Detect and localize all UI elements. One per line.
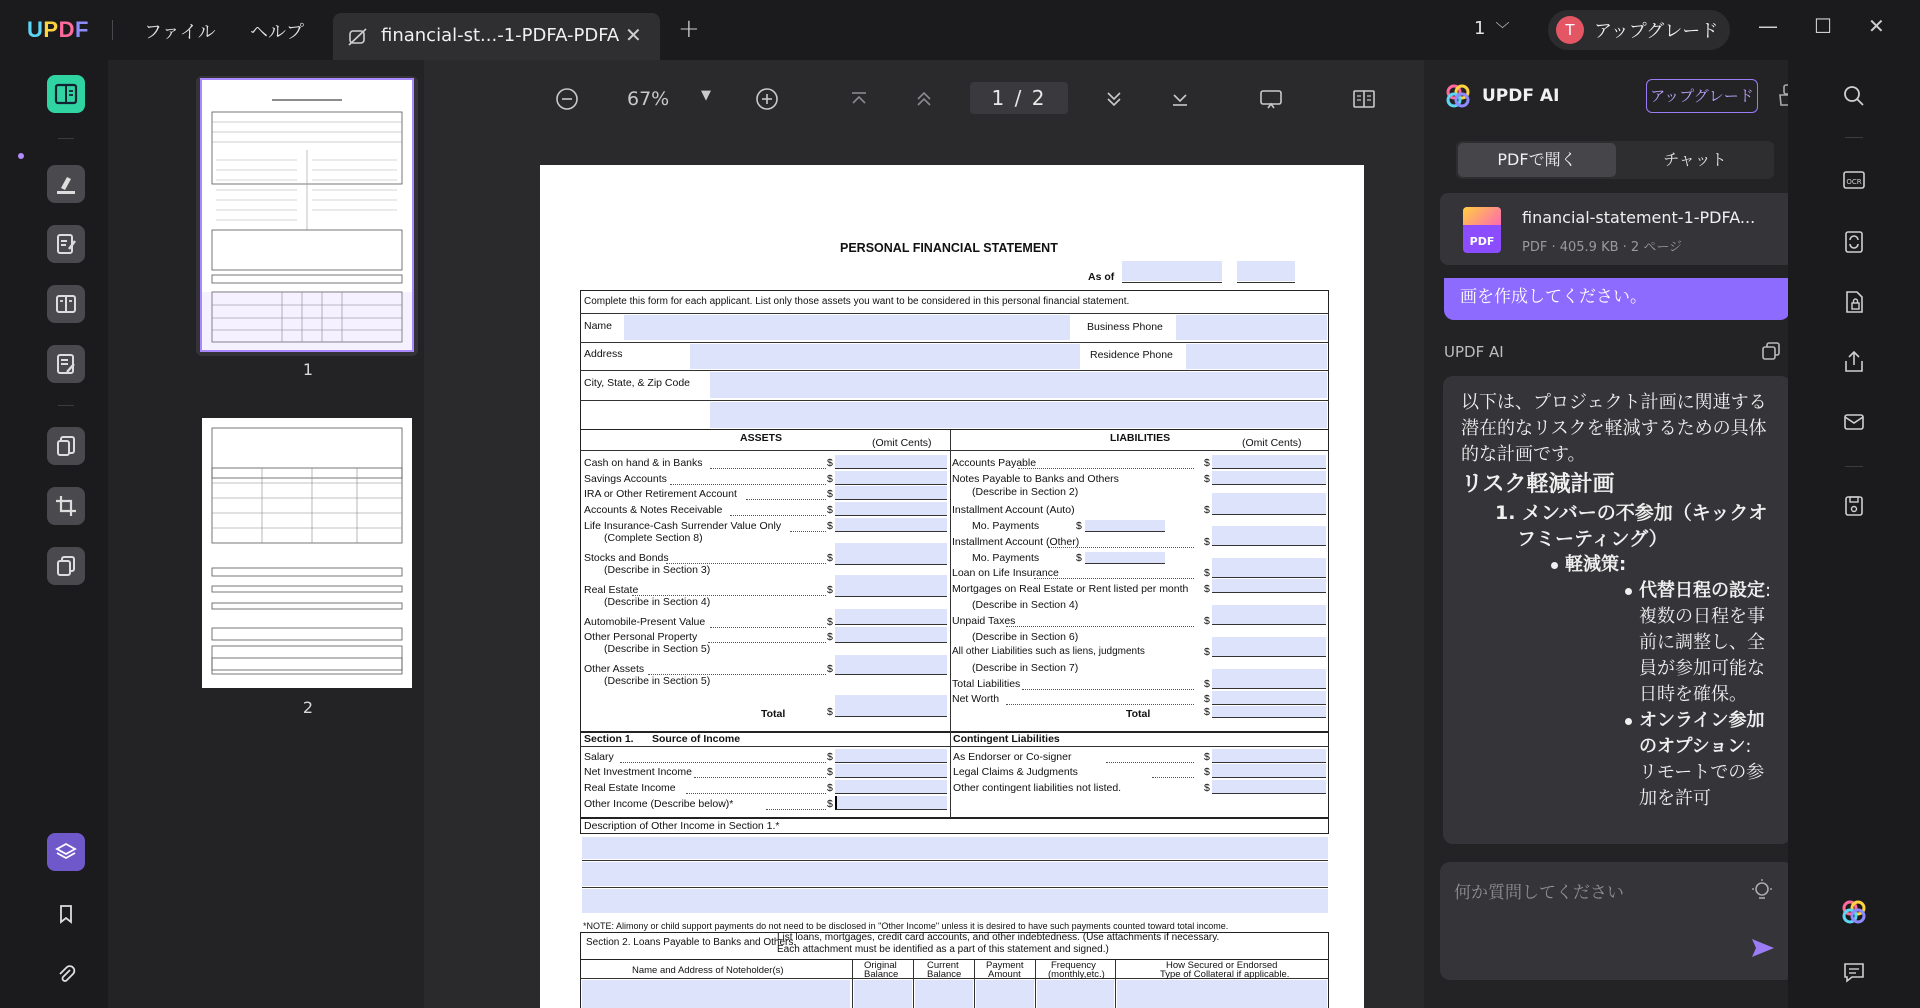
page-1-preview: [202, 80, 412, 350]
income-label: Other Income (Describe below)*: [584, 798, 734, 810]
section-2-label: Section 2. Loans Payable to Banks and Others.: [586, 937, 797, 948]
liability-sublabel: (Describe in Section 2): [972, 486, 1079, 498]
instructions: Complete this form for each applicant. List only those assets you want to be considered in this personal financial statement.: [584, 296, 1130, 307]
dollar-sign: $: [1204, 457, 1210, 469]
answer-intro: 以下は、プロジェクト計画に関連する潜在的なリスクを軽減するための具体的な計画です。: [1461, 392, 1767, 465]
last-page-icon[interactable]: [1169, 88, 1191, 115]
divider: [1845, 137, 1863, 138]
other-income-field[interactable]: [835, 796, 947, 810]
divider: [112, 20, 113, 40]
page-layout-icon[interactable]: [1351, 86, 1377, 117]
right-toolbar: [1788, 60, 1920, 1008]
dollar-sign: $: [1204, 706, 1210, 718]
ai-response-bubble: [1443, 376, 1791, 844]
investment-income-field[interactable]: [835, 764, 947, 778]
divider: [58, 405, 74, 406]
as-of-date-field[interactable]: [1122, 261, 1222, 281]
document-tab-icon: [347, 26, 369, 48]
payment-amount-field[interactable]: [976, 980, 1034, 1008]
income-label: Real Estate Income: [584, 782, 676, 794]
rule: [580, 370, 1329, 371]
rule: [582, 860, 1328, 861]
asset-label: Other Assets: [584, 663, 645, 675]
real-estate-income-field[interactable]: [835, 780, 947, 794]
column-divider: [852, 960, 853, 1008]
thumbnail-page-2[interactable]: [202, 418, 412, 688]
description-field-3[interactable]: [582, 889, 1328, 913]
zoom-out-icon[interactable]: [554, 86, 580, 117]
svg-text:OCR: OCR: [1846, 178, 1862, 186]
bullet-2-title: オンライン参加のオプション: [1639, 710, 1765, 757]
leader: [710, 468, 826, 469]
installment-auto-field[interactable]: [1212, 493, 1326, 515]
document-tab-title: financial-st...-1-PDFA-PDFA: [381, 25, 620, 46]
dollar-sign: $: [827, 751, 833, 763]
updf-logo: UPDF: [27, 17, 89, 42]
leader: [670, 484, 826, 485]
section-1-label: Section 1.: [584, 733, 634, 745]
other-liabilities-field[interactable]: [1212, 637, 1326, 657]
liability-sublabel: (Describe in Section 4): [972, 599, 1079, 611]
column-header: Payment: [986, 960, 1024, 971]
copy-icon[interactable]: [1760, 340, 1782, 362]
column-header: Type of Collateral if applicable.: [1160, 969, 1290, 980]
business-phone-label: Business Phone: [1087, 321, 1163, 333]
address-field[interactable]: [690, 344, 1080, 369]
dollar-sign: $: [1204, 583, 1210, 595]
liability-label: Mortgages on Real Estate or Rent listed per month: [952, 583, 1189, 595]
salary-field[interactable]: [835, 749, 947, 763]
close-tab-icon[interactable]: ✕: [625, 23, 642, 47]
liability-label: Unpaid Taxes: [952, 615, 1016, 627]
liability-sublabel: Mo. Payments: [972, 520, 1040, 532]
ai-response-label: UPDF AI: [1444, 343, 1504, 361]
bullet: [1625, 588, 1632, 595]
answer-bullet-2: [1461, 708, 1773, 812]
liability-label: Installment Account (Auto): [952, 504, 1075, 516]
assets-header: ASSETS: [740, 432, 783, 444]
receivable-field[interactable]: [835, 502, 947, 516]
answer-item-1: 1. メンバーの不参加（キックオフミーティング）: [1495, 502, 1768, 550]
dollar-sign: $: [1204, 536, 1210, 548]
file-meta: PDF · 405.9 KB · 2 ページ: [1522, 240, 1683, 255]
cash-field[interactable]: [835, 455, 947, 469]
savings-field[interactable]: [835, 471, 947, 485]
auto-payments-field[interactable]: [1085, 520, 1165, 532]
maximize-icon[interactable]: ☐: [1814, 14, 1832, 38]
bookmark-icon[interactable]: [47, 895, 85, 933]
attachment-icon[interactable]: [47, 955, 85, 993]
leader: [1006, 704, 1194, 705]
asset-label: IRA or Other Retirement Account: [584, 488, 737, 500]
comments-icon[interactable]: [1838, 956, 1870, 988]
column-divider: [1115, 960, 1116, 1008]
share-icon[interactable]: [1838, 346, 1870, 378]
form-title: PERSONAL FINANCIAL STATEMENT: [840, 241, 1058, 255]
section-2-desc: List loans, mortgages, credit card accounts, and other indebtedness. (Use attachments if necessary.: [777, 932, 1220, 943]
updf-ai-logo-icon: [1444, 82, 1472, 110]
real-estate-field[interactable]: [835, 575, 947, 597]
description-field-2[interactable]: [582, 862, 1328, 886]
stocks-field[interactable]: [835, 543, 947, 565]
original-balance-field[interactable]: [854, 980, 912, 1008]
residence-phone-label: Residence Phone: [1090, 349, 1173, 361]
next-page-icon[interactable]: [1103, 88, 1125, 115]
leader: [1006, 626, 1194, 627]
asset-label: Savings Accounts: [584, 473, 667, 485]
dollar-sign: $: [1204, 646, 1210, 658]
income-label: Net Investment Income: [584, 766, 692, 778]
divider: [1845, 466, 1863, 467]
source-income-label: Source of Income: [652, 733, 741, 745]
dollar-sign: $: [1204, 567, 1210, 579]
new-tab-icon[interactable]: +: [678, 14, 700, 44]
lightbulb-icon[interactable]: [1750, 878, 1774, 904]
updf-ai-toggle-icon[interactable]: [1838, 896, 1870, 928]
underline: [1122, 282, 1222, 283]
asset-label: Life Insurance-Cash Surrender Value Only: [584, 520, 782, 532]
answer-item-1-sub: [1461, 552, 1773, 578]
as-of-year-field[interactable]: [1237, 261, 1295, 281]
income-label: Salary: [584, 751, 614, 763]
pdf-file-icon: [1463, 207, 1501, 253]
asset-sublabel: (Describe in Section 5): [604, 643, 711, 655]
rule: [580, 400, 1329, 401]
automobile-field[interactable]: [835, 609, 947, 625]
close-window-icon[interactable]: ✕: [1868, 14, 1885, 38]
dollar-sign: $: [1204, 782, 1210, 794]
asset-sublabel: (Describe in Section 3): [604, 564, 711, 576]
omit-cents-assets: (Omit Cents): [872, 437, 932, 449]
rule: [580, 342, 1329, 343]
dollar-sign: $: [827, 766, 833, 778]
answer-heading: リスク軽減計画: [1461, 472, 1615, 497]
leader: [1034, 578, 1194, 579]
ai-panel-title: UPDF AI: [1482, 86, 1560, 106]
bullet-1-title: 代替日程の設定: [1639, 580, 1765, 601]
liability-label: Accounts Payable: [952, 457, 1037, 469]
liability-sublabel: (Describe in Section 7): [972, 662, 1079, 674]
city-field[interactable]: [710, 372, 1327, 398]
dollar-sign: $: [827, 552, 833, 564]
leader: [766, 809, 826, 810]
liability-label: Loan on Life Insurance: [952, 567, 1059, 579]
reader-mode-icon[interactable]: [47, 75, 85, 113]
liability-label: All other Liabilities such as liens, judgments: [952, 646, 1145, 657]
other-contingent-field[interactable]: [1212, 780, 1326, 794]
unpaid-taxes-field[interactable]: [1212, 605, 1326, 625]
upgrade-button[interactable]: [1548, 10, 1730, 50]
dollar-sign: $: [827, 616, 833, 628]
omit-cents-liabilities: (Omit Cents): [1242, 437, 1302, 449]
minimize-icon[interactable]: —: [1758, 14, 1778, 38]
user-prompt-bubble: [1444, 278, 1790, 320]
zoom-in-icon[interactable]: [754, 86, 780, 117]
life-loan-field[interactable]: [1212, 558, 1326, 578]
description-other-label: Description of Other Income in Section 1.*: [584, 820, 780, 832]
leader: [710, 627, 826, 628]
contingent-label: Contingent Liabilities: [953, 733, 1060, 745]
residence-phone-field[interactable]: [1186, 344, 1327, 369]
liabilities-total-label: Total: [1126, 708, 1151, 720]
city-field-2[interactable]: [710, 402, 1327, 428]
assets-total-label: Total: [761, 708, 786, 720]
other-assets-field[interactable]: [835, 655, 947, 675]
endorser-field[interactable]: [1212, 749, 1326, 763]
bullet-2-text: : リモートでの参加を許可: [1639, 736, 1765, 809]
address-label: Address: [584, 348, 623, 360]
asset-label: Stocks and Bonds: [584, 552, 669, 564]
liability-label: Net Worth: [952, 693, 1000, 705]
document-tab[interactable]: [333, 13, 660, 60]
ask-input[interactable]: 何か質問してください: [1454, 883, 1624, 903]
accounts-payable-field[interactable]: [1212, 455, 1326, 469]
bullet: [1551, 562, 1558, 569]
asset-label: Automobile-Present Value: [584, 616, 706, 628]
total-liabilities-field[interactable]: [1212, 669, 1326, 689]
asset-label: Cash on hand & in Banks: [584, 457, 703, 469]
liability-sublabel: Mo. Payments: [972, 552, 1040, 564]
column-divider: [1035, 960, 1036, 1008]
window-count-dropdown[interactable]: 1 ﹀: [1474, 18, 1510, 39]
personal-property-field[interactable]: [835, 627, 947, 643]
leader: [746, 499, 826, 500]
other-payments-field[interactable]: [1085, 552, 1165, 564]
leader: [730, 515, 826, 516]
zoom-level[interactable]: 67%: [627, 88, 670, 110]
organize-pages-icon[interactable]: [47, 285, 85, 323]
layers-icon[interactable]: [47, 833, 85, 871]
form-fill-icon[interactable]: [47, 345, 85, 383]
pages-stack-icon[interactable]: [47, 547, 85, 585]
search-icon[interactable]: [1838, 80, 1870, 112]
page-indicator[interactable]: 1 / 2: [970, 82, 1068, 114]
business-phone-field[interactable]: [1176, 315, 1327, 340]
ocr-icon[interactable]: [1838, 164, 1870, 196]
leader: [666, 563, 826, 564]
zoom-dropdown-icon[interactable]: ▼: [701, 88, 711, 103]
dollar-sign: $: [827, 798, 833, 810]
tab-ask-pdf[interactable]: PDFで聞く: [1458, 143, 1616, 177]
total-assets-field[interactable]: [835, 695, 947, 717]
rule: [580, 313, 1329, 314]
dollar-sign: $: [827, 457, 833, 469]
first-page-icon[interactable]: [848, 88, 870, 115]
menu-help[interactable]: ヘルプ: [250, 22, 304, 43]
underline: [1237, 282, 1295, 283]
dollar-sign: $: [1204, 693, 1210, 705]
dollar-sign: $: [827, 488, 833, 500]
column-header: (monthly,etc.): [1048, 969, 1105, 980]
pdf-page: [540, 165, 1364, 1008]
send-icon[interactable]: [1750, 936, 1776, 960]
leader: [1018, 468, 1194, 469]
net-worth-field[interactable]: [1212, 691, 1326, 705]
presentation-icon[interactable]: [1258, 86, 1284, 117]
tab-chat[interactable]: チャット: [1663, 150, 1727, 169]
user-prompt-text: 画を作成してください。: [1460, 287, 1647, 307]
total-pages: 2: [1031, 86, 1047, 110]
ai-upgrade-button[interactable]: アップグレード: [1646, 79, 1758, 113]
leader: [1152, 777, 1194, 778]
leader: [790, 531, 826, 532]
liability-label: Total Liabilities: [952, 678, 1021, 690]
frequency-field[interactable]: [1037, 980, 1114, 1008]
ira-field[interactable]: [835, 486, 947, 500]
bullet-1-text: : 複数の日程を事前に調整し、全員が参加可能な日時を確保。: [1639, 580, 1772, 705]
column-header: Original: [864, 960, 897, 971]
upgrade-label: アップグレード: [1594, 21, 1719, 42]
column-divider: [913, 960, 914, 1008]
leader: [620, 762, 826, 763]
as-of-label: As of: [1088, 271, 1115, 283]
previous-page-icon[interactable]: [913, 88, 935, 115]
mortgages-field[interactable]: [1212, 579, 1326, 593]
dollar-sign: $: [1076, 520, 1082, 532]
life-insurance-field[interactable]: [835, 518, 947, 532]
dollar-sign: $: [1076, 552, 1082, 564]
asset-sublabel: (Describe in Section 5): [604, 675, 711, 687]
thumbnail-page-1[interactable]: [202, 80, 412, 350]
liability-label: Notes Payable to Banks and Others: [952, 473, 1119, 485]
leader: [694, 777, 826, 778]
city-label: City, State, & Zip Code: [584, 377, 691, 389]
contingent-item: Other contingent liabilities not listed.: [953, 782, 1122, 794]
column-divider: [974, 960, 975, 1008]
dollar-sign: $: [1204, 766, 1210, 778]
liability-sublabel: (Describe in Section 6): [972, 631, 1079, 643]
crop-icon[interactable]: [47, 487, 85, 525]
column-divider: [950, 430, 951, 732]
contingent-item: As Endorser or Co-signer: [953, 751, 1072, 763]
active-indicator: [18, 153, 24, 159]
page-2-preview: [202, 418, 412, 688]
dollar-sign: $: [827, 584, 833, 596]
asset-label: Real Estate: [584, 584, 639, 596]
name-field[interactable]: [624, 315, 1070, 340]
convert-icon[interactable]: [1838, 226, 1870, 258]
leader: [708, 642, 826, 643]
left-toolbar: [0, 60, 108, 1008]
leader: [632, 595, 826, 596]
thumbnail-label-2: 2: [302, 698, 314, 717]
name-label: Name: [584, 320, 613, 332]
current-page[interactable]: 1: [991, 86, 1007, 110]
dollar-sign: $: [827, 473, 833, 485]
dollar-sign: $: [827, 782, 833, 794]
bullet: [1625, 718, 1632, 725]
column-header: Balance: [864, 969, 899, 980]
chevron-down-icon: ﹀: [1495, 22, 1510, 38]
dollar-sign: $: [827, 706, 833, 718]
alimony-note: *NOTE: Alimony or child support payments do not need to be disclosed in "Other Income" unless it is desired to have such payments counted toward total income.: [583, 921, 1229, 931]
liabilities-header: LIABILITIES: [1110, 432, 1171, 444]
dollar-sign: $: [1204, 615, 1210, 627]
total-liab-networth-field[interactable]: [1212, 706, 1326, 718]
contingent-item: Legal Claims & Judgments: [953, 766, 1078, 778]
asset-sublabel: (Describe in Section 4): [604, 596, 711, 608]
dollar-sign: $: [827, 663, 833, 675]
divider: [58, 138, 74, 139]
dollar-sign: $: [827, 504, 833, 516]
pdf-badge-text: PDF: [1469, 235, 1495, 248]
asset-sublabel: (Complete Section 8): [604, 532, 703, 544]
liability-label: Installment Account (Other): [952, 536, 1080, 548]
column-divider: [950, 732, 951, 818]
leader: [1048, 547, 1194, 548]
rule: [582, 887, 1328, 888]
rule: [580, 746, 1329, 747]
current-balance-field[interactable]: [915, 980, 973, 1008]
title-bar: [0, 0, 1920, 60]
protect-icon[interactable]: [1838, 286, 1870, 318]
dollar-sign: $: [1204, 751, 1210, 763]
email-icon[interactable]: [1838, 406, 1870, 438]
save-icon[interactable]: [1838, 490, 1870, 522]
asset-label: Other Personal Property: [584, 631, 698, 643]
dollar-sign: $: [1204, 678, 1210, 690]
asset-label: Accounts & Notes Receivable: [584, 504, 723, 516]
thumbnail-label-1: 1: [302, 360, 314, 379]
column-header: How Secured or Endorsed: [1166, 960, 1278, 971]
column-header: Current: [927, 960, 959, 971]
collateral-field[interactable]: [1117, 980, 1327, 1008]
section-2-desc: Each attachment must be identified as a part of this statement and signed.): [777, 944, 1109, 955]
column-header: Balance: [927, 969, 962, 980]
notes-payable-field[interactable]: [1212, 471, 1326, 485]
edit-pdf-icon[interactable]: [47, 225, 85, 263]
menu-file[interactable]: ファイル: [144, 22, 216, 43]
dollar-sign: $: [1204, 473, 1210, 485]
column-header: Name and Address of Noteholder(s): [632, 965, 784, 976]
leader: [686, 793, 826, 794]
dollar-sign: $: [827, 631, 833, 643]
leader: [1022, 689, 1194, 690]
answer-bullet-1: [1461, 578, 1773, 708]
dollar-sign: $: [827, 520, 833, 532]
installment-other-field[interactable]: [1212, 526, 1326, 546]
noteholder-field[interactable]: [582, 980, 850, 1008]
rule: [580, 450, 1329, 451]
leader: [1106, 762, 1194, 763]
description-field-1[interactable]: [582, 837, 1328, 859]
dollar-sign: $: [1204, 504, 1210, 516]
comment-highlight-icon[interactable]: [47, 165, 85, 203]
avatar: T: [1556, 16, 1584, 44]
mitigation-label: 軽減策:: [1565, 554, 1627, 575]
file-name: financial-statement-1-PDFA...: [1522, 208, 1756, 227]
leader: [648, 674, 826, 675]
legal-claims-field[interactable]: [1212, 764, 1326, 778]
convert-pdf-icon[interactable]: [47, 427, 85, 465]
column-header: Amount: [988, 969, 1021, 980]
column-header: Frequency: [1051, 960, 1096, 971]
